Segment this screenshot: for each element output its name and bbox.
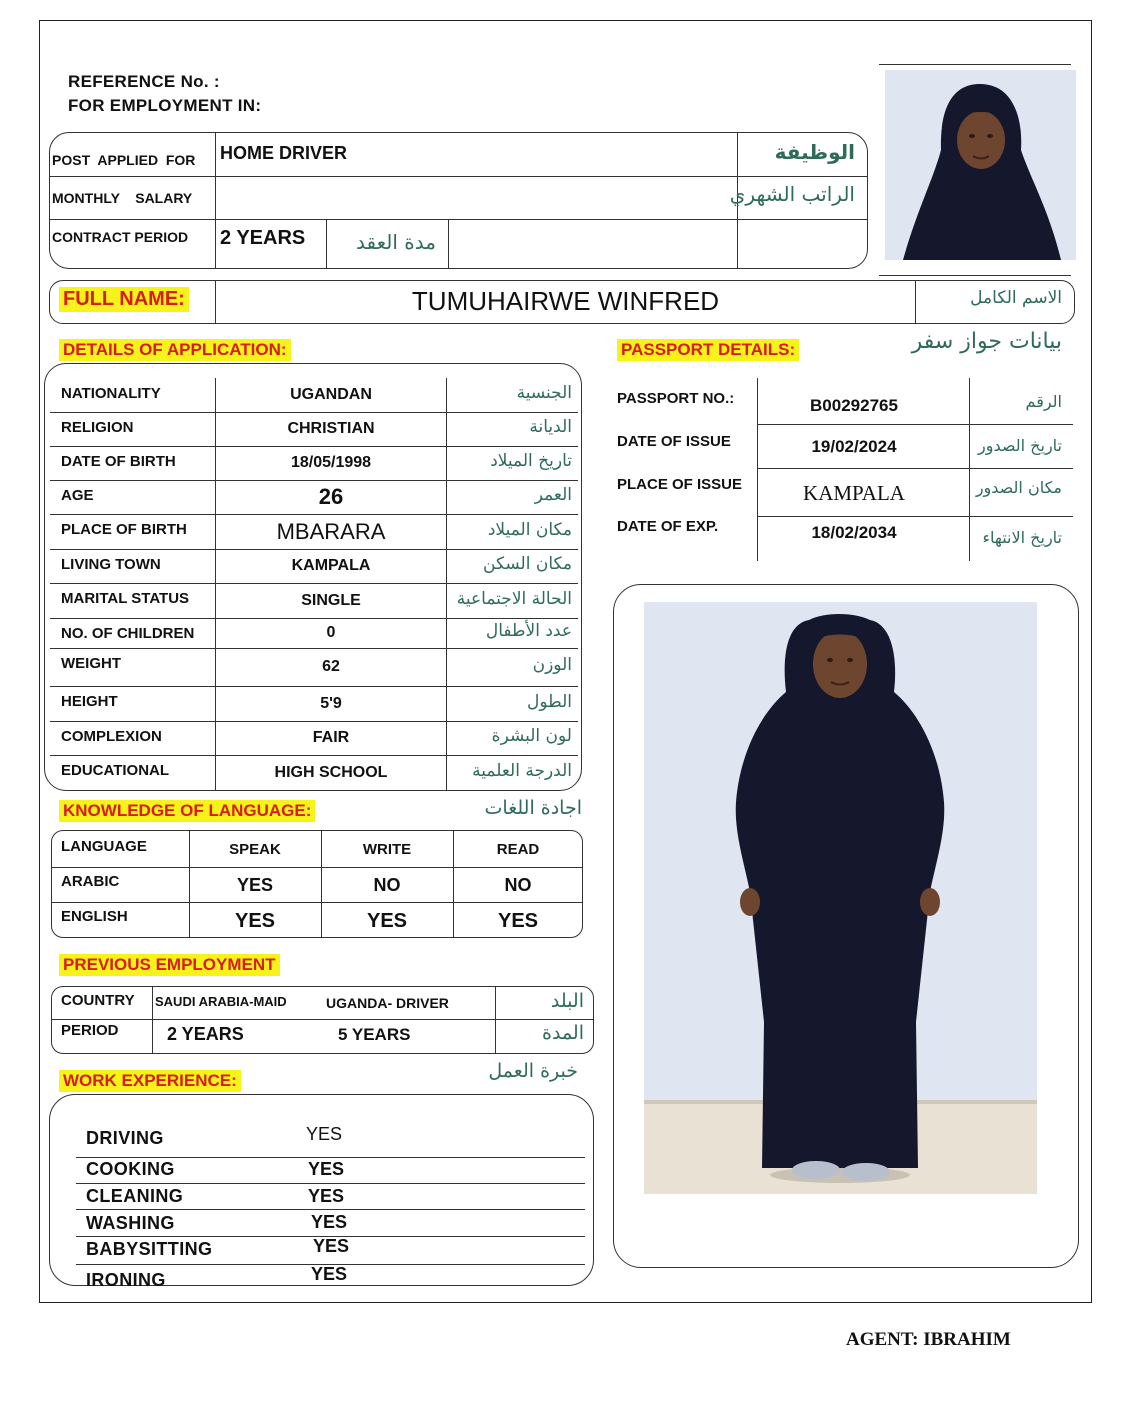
post-value: HOME DRIVER [220,143,348,163]
previous-heading: PREVIOUS EMPLOYMENT [59,954,280,976]
experience-label: DRIVING [86,1128,164,1148]
application-heading: DETAILS OF APPLICATION: [59,339,291,361]
prev-country-1: SAUDI ARABIA-MAID [155,994,287,1009]
app-row-ar: الطول [527,691,572,712]
passport-row-ar: الرقم [1025,392,1062,411]
language-cell: NO [504,874,532,895]
prev-country-label: COUNTRY [61,992,135,1009]
reference-label: REFERENCE No. : [68,72,220,91]
app-row-value: 0 [326,624,336,641]
app-row-value: 62 [322,658,340,675]
app-row-ar: الحالة الاجتماعية [456,588,572,609]
app-row-label: RELIGION [61,419,134,436]
application-row-divider [50,721,578,722]
application-row-divider [50,755,578,756]
experience-value: YES [306,1124,343,1144]
app-row-ar: الوزن [532,655,572,675]
contract-ar: مدة العقد [356,230,436,254]
experience-row-divider [76,1209,585,1210]
app-row-label: COMPLEXION [61,728,162,745]
app-row-label: AGE [61,487,94,504]
prev-country-2: UGANDA- DRIVER [326,995,449,1011]
application-row-divider [50,618,578,619]
passport-row-ar: مكان الصدور [975,478,1062,497]
app-row-ar: مكان الميلاد [487,519,572,540]
app-row-label: WEIGHT [61,655,121,672]
app-row-ar: الدرجة العلمية [472,761,572,781]
language-cell: YES [236,874,274,895]
app-row-value: UGANDAN [290,386,372,403]
app-row-ar: الجنسية [516,383,572,403]
employment-label: FOR EMPLOYMENT IN: [68,96,262,115]
experience-value: YES [311,1264,348,1284]
experience-row-divider [76,1183,585,1184]
application-row-divider [50,648,578,649]
application-row-divider [50,480,578,481]
application-row-divider [50,583,578,584]
prev-period-1: 2 YEARS [167,1024,244,1044]
passport-row-label: PLACE OF ISSUE [617,476,743,493]
app-row-label: MARITAL STATUS [61,590,190,607]
salary-ar: الراتب الشهري [729,182,855,206]
app-row-label: NO. OF CHILDREN [61,625,195,642]
language-col-header: SPEAK [229,841,281,858]
passport-row-value: 18/02/2034 [811,523,897,542]
experience-heading: WORK EXPERIENCE: [59,1070,241,1092]
app-row-value: 18/05/1998 [290,454,372,471]
language-col-header: LANGUAGE [61,838,147,855]
language-heading: KNOWLEDGE OF LANGUAGE: [59,800,315,822]
passport-row-value: B00292765 [810,396,898,415]
full-name-value: TUMUHAIRWE WINFRED [411,286,720,316]
app-row-value: 5'9 [320,694,342,712]
contract-label: CONTRACT PERIOD [52,229,189,245]
experience-row-divider [76,1157,585,1158]
application-row-divider [50,686,578,687]
language-row-name: ENGLISH [61,908,128,925]
language-col-header: WRITE [362,841,412,858]
post-label: POST APPLIED FOR [52,152,196,168]
experience-value: YES [311,1212,348,1232]
app-row-value: 26 [318,484,344,509]
passport-row-label: DATE OF ISSUE [617,433,731,450]
prev-period-2: 5 YEARS [338,1025,411,1044]
prev-period-ar: المدة [542,1022,584,1044]
experience-label: CLEANING [86,1186,184,1206]
salary-label: MONTHLY SALARY [52,190,193,206]
language-row-name: ARABIC [61,873,120,890]
full-name-label: FULL NAME: [59,287,189,312]
experience-value: YES [308,1186,345,1206]
app-row-value: KAMPALA [291,557,371,574]
application-row-divider [50,446,578,447]
app-row-value: MBARARA [276,518,386,544]
app-row-ar: العمر [534,485,572,505]
application-row-divider [50,514,578,515]
prev-period-label: PERIOD [61,1022,119,1039]
experience-label: BABYSITTING [86,1239,213,1259]
app-row-label: NATIONALITY [61,385,161,402]
experience-value: YES [308,1159,345,1179]
app-row-label: LIVING TOWN [61,556,161,573]
full-length-photo [644,602,1037,1194]
passport-row-value: KAMPALA [803,481,905,505]
experience-label: WASHING [86,1213,175,1233]
application-row-divider [50,412,578,413]
app-row-value: FAIR [312,729,350,746]
language-cell: YES [366,910,408,932]
experience-label: COOKING [86,1159,175,1179]
passport-row-ar: تاريخ الصدور [978,436,1062,455]
passport-heading-ar: بيانات جواز سفر [911,329,1062,354]
post-ar: الوظيفة [774,140,855,164]
language-col-header: READ [496,841,540,858]
app-row-ar: الديانة [529,417,572,437]
app-row-ar: لون البشرة [491,726,572,746]
application-row-divider [50,549,578,550]
app-row-ar: تاريخ الميلاد [490,451,572,471]
app-row-value: SINGLE [301,591,361,609]
app-row-ar: عدد الأطفال [485,621,572,641]
app-row-value: CHRISTIAN [287,420,375,437]
language-cell: NO [373,874,401,895]
language-cell: YES [234,910,276,932]
passport-heading: PASSPORT DETAILS: [617,339,799,361]
language-heading-ar: اجادة اللغات [484,797,582,819]
experience-heading-ar: خبرة العمل [488,1060,578,1082]
contract-value: 2 YEARS [220,227,306,249]
full-name-ar: الاسم الكامل [970,288,1062,308]
passport-row-label: PASSPORT NO.: [617,390,735,407]
passport-row-ar: تاريخ الانتهاء [982,528,1062,547]
experience-label: IRONING [86,1270,166,1290]
language-cell: YES [497,910,539,932]
experience-value: YES [313,1236,350,1256]
app-row-value: HIGH SCHOOL [274,764,388,781]
app-row-label: EDUCATIONAL [61,762,170,779]
app-row-label: DATE OF BIRTH [61,453,176,470]
app-row-ar: مكان السكن [483,554,572,574]
app-row-label: PLACE OF BIRTH [61,521,187,538]
passport-row-label: DATE OF EXP. [617,518,719,535]
prev-country-ar: البلد [550,990,584,1012]
passport-row-value: 19/02/2024 [811,437,897,456]
portrait-photo [885,70,1076,260]
agent-label: AGENT: IBRAHIM [846,1329,1011,1350]
app-row-label: HEIGHT [61,693,118,710]
